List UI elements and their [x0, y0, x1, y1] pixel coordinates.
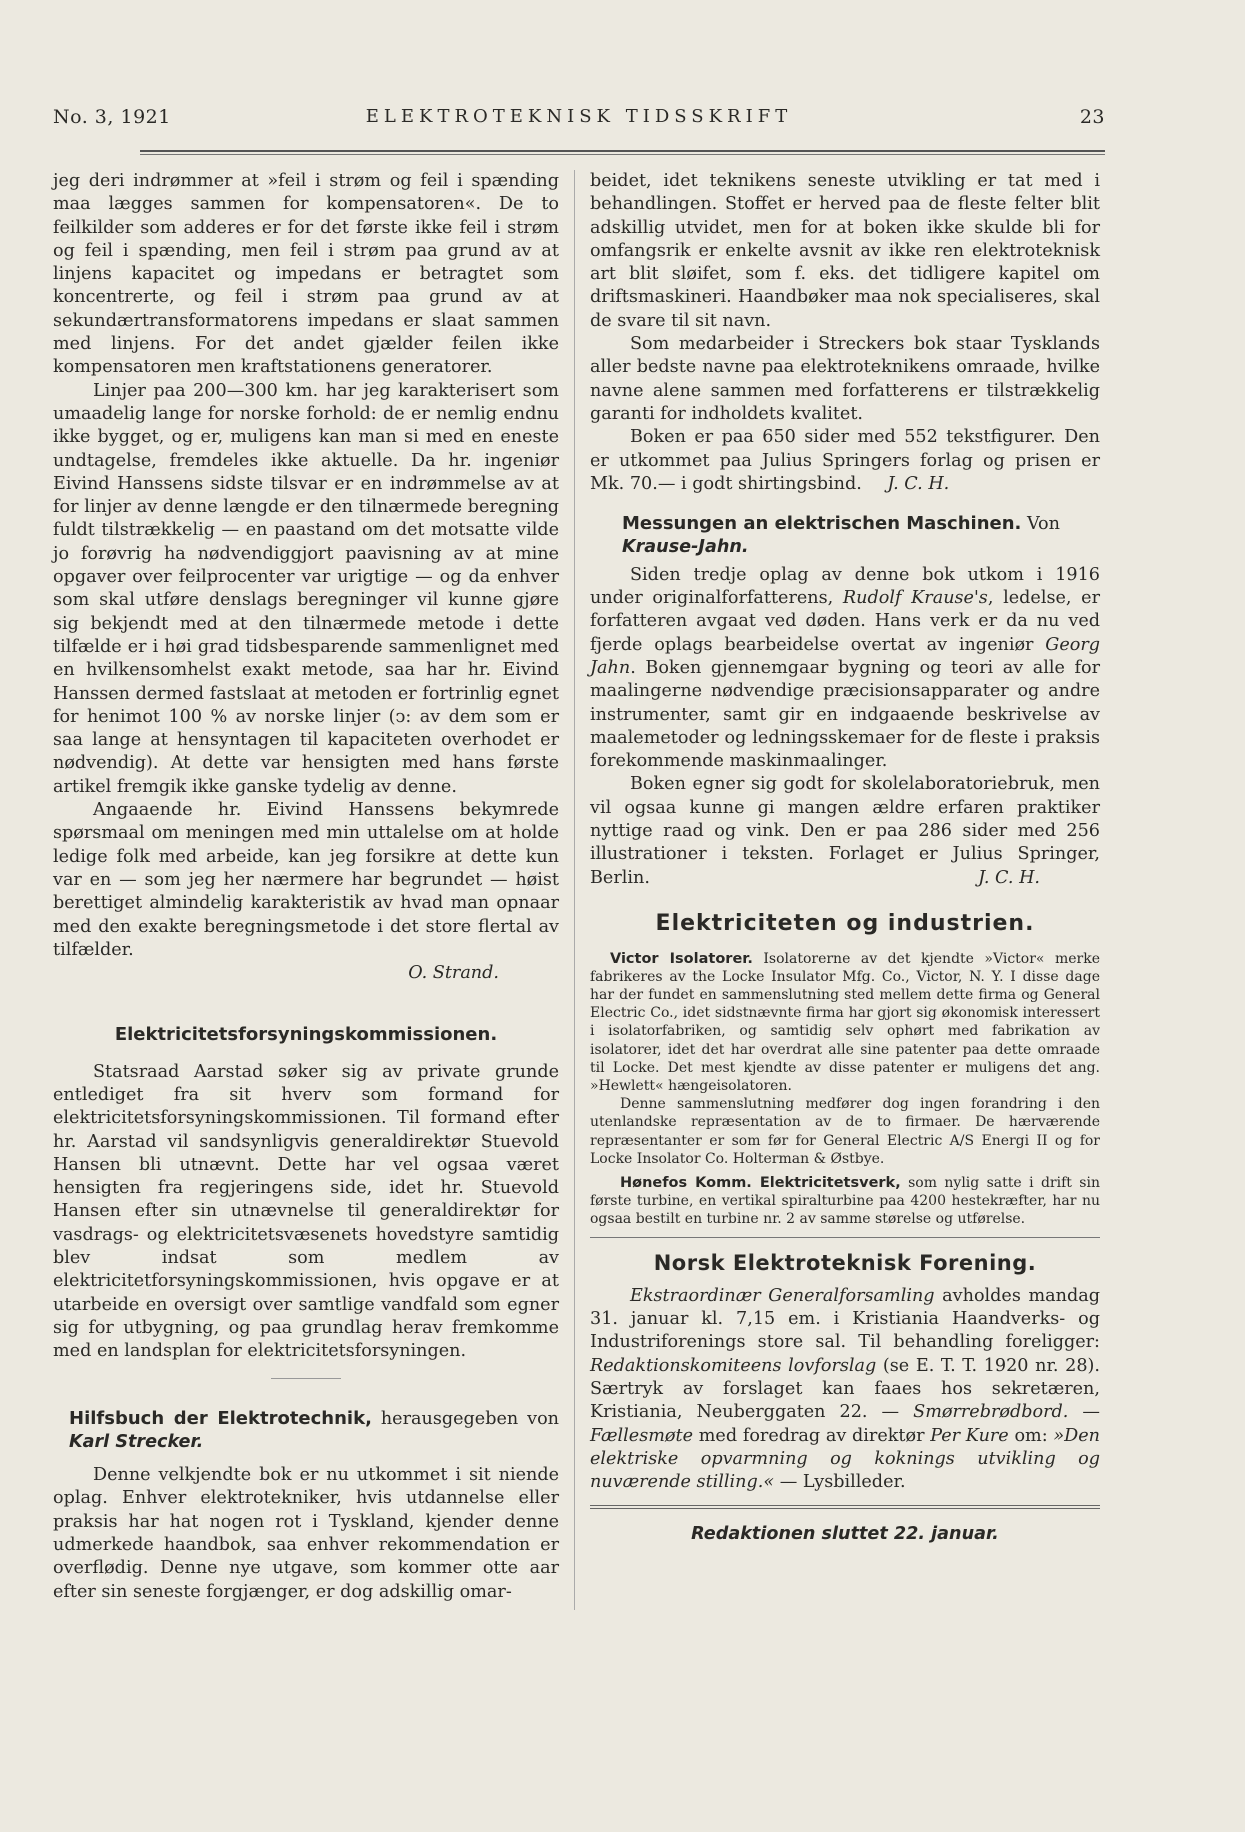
- news-lead: Hønefos Komm. Elektricitetsverk,: [620, 1174, 901, 1191]
- paragraph-text: Siden tredje oplag av denne bok utkom i 1916 under originalforfatterens,: [590, 564, 1100, 609]
- paragraph-text: (se E. T. T. 1920 nr. 28). Særtryk av forslaget kan faaes hos sekretæren, Kristiania, Neuberggaten 22. —: [590, 1355, 1100, 1423]
- paragraph-text: med foredrag av direktør: [693, 1425, 931, 1446]
- paragraph: beidet, idet teknikens seneste utvikling er tat med i behandlingen. Stoffet er herved paa de fleste felter blit adskillig utvidet, men for at boken ikke skulde bli for omfangsrik er enkelte avsnit av ikke ren elektroteknisk art blit sløifet, som f. eks. det tidligere kapitel om driftsmaskineri. Haandbøker maa nok specialiseres, skal de svare til sit navn.: [590, 171, 1100, 331]
- paragraph: Denne velkjendte bok er nu utkommet i sit niende oplag. Enhver elektrotekniker, hvis utdannelse eller praksis har hat nogen rot i Tyskland, kjender denne udmerkede haandbok, saa enhver rekommendation er overflødig. Denne nye utgave, som kommer otte aar efter sin seneste forgjænger, er dog adskillig omar-: [53, 1465, 559, 1602]
- paragraph-text: — Lysbilleder.: [774, 1472, 906, 1493]
- paragraph-text: . Boken gjennemgaar bygning og teori av alle for maalingerne nødvendige præcisionsapparater og andre instrumenter, samt gir en indgaaende beskrivelse av maalemetoder og ledningsskemaer for de fleste i praksis forekommende maskinmaalinger.: [590, 657, 1100, 772]
- section-heading: [53, 1407, 559, 1455]
- column-divider: [574, 170, 575, 1610]
- paragraph: [590, 564, 1100, 774]
- emphasis: Fællesmøte: [590, 1425, 694, 1446]
- issue-number: No. 3, 1921: [53, 106, 171, 128]
- emphasis: Redaktionskomiteens lovforslag: [590, 1355, 877, 1376]
- person-name: Georg Jahn: [590, 634, 1100, 678]
- book-title: Messungen an elektrischen Maschinen.: [622, 513, 1022, 535]
- paragraph-text: avholdes mandag 31. januar kl. 7,15 em. i Kristiania Haandverks- og Industriforenings store sal. Til behandling foreligger:: [590, 1285, 1100, 1353]
- paragraph: Angaaende hr. Eivind Hanssens bekymrede spørsmaal om meningen med min uttalelse om at holde ledige folk med arbeide, kan jeg forsikre at dette kun var en — som jeg her nærmere har begrundet — høist berettiget almindelig karakteristik av hvad man opnaar med den exakte beregningsmetode i det store flertal av tilfælder.: [53, 800, 559, 960]
- paragraph: Som medarbeider i Streckers bok staar Tysklands aller bedste navne paa elektroteknikens omraade, hvilke navne alene sammen med forfatterens er tilstrækkelig garanti for indholdets kvalitet.: [590, 334, 1100, 424]
- header-rule: [140, 150, 1105, 155]
- left-column: [53, 170, 559, 1604]
- paragraph-text: om:: [1008, 1425, 1054, 1446]
- book-author: Karl Strecker.: [69, 1431, 204, 1452]
- book-title: Hilfsbuch der Elektrotechnik,: [69, 1407, 372, 1429]
- section-heading: Elektricitetsforsyningskommissionen.: [114, 1024, 498, 1046]
- news-lead: Victor Isolatorer.: [610, 950, 753, 967]
- news-items: [590, 950, 1100, 1229]
- news-item: [590, 1174, 1100, 1229]
- paragraph: jeg deri indrømmer at »feil i strøm og feil i spænding maa lægges sammen for kompensatoren«. De to feilkilder som adderes er for det første ikke feil i strøm og feil i spænding, men feil i strøm paa grund av at linjens kapacitet og impedans er betragtet som koncentrerte, og feil i strøm paa grund av at sekundærtransformatorens impedans er slaat sammen med linjens. For det andet gjælder feilen ikke kompensatoren men kraftstationens generatorer.: [53, 171, 559, 378]
- emphasis: Ekstraordinær Generalforsamling: [630, 1285, 935, 1306]
- paragraph: [590, 426, 1100, 496]
- news-text: Denne sammenslutning medfører dog ingen forandring i den utenlandske repræsentation av de to firmaer. De hærværende repræsentanter er som før for General Electric A/S Energi II og for Locke Insolator Co. Holterman & Østbye.: [590, 1096, 1100, 1167]
- author-signature: J. C. H.: [887, 473, 950, 494]
- section-heading: Norsk Elektroteknisk Forening.: [653, 1250, 1037, 1275]
- section-heading: Elektriciteten og industrien.: [655, 911, 1035, 937]
- paragraph-text: —: [1068, 1402, 1100, 1423]
- emphasis: »Den elektriske opvarmning og koknings utvikling og nuværende stilling.«: [590, 1425, 1101, 1493]
- paragraph: Linjer paa 200—300 km. har jeg karakterisert som umaadelig lange for norske forhold: de er nemlig endnu ikke bygget, og er, muligens kan man si med en eneste undtagelse, fremdeles ikke aktuelle. Da hr. ingeniør Eivind Hanssens sidste tilsvar er en indrømmelse av at for linjer av denne længde er den tilnærmede beregning fuldt tilstrækkelig — en paastand om det motsatte vilde jo forøvrig ha nødvendiggjort paavisning av at mine opgaver over feilprocenter var urigtige — og da enhver som skal utføre denslags beregninger vil kunne gjøre sig bekjendt med at den tilnærmede metode i dette tilfælde er i høi grad tidsbesparende sammenlignet med en hvilkensomhelst exakt metode, saa har hr. Eivind Hanssen dermed fastslaat at metoden er fortrinlig egnet for henimot 100 % av norske linjer (ↄ: av dem som er saa lange at hensyntagen til kapaciteten overhodet er nødvendig). At dette var hensigten med hans første artikel fremgik ikke ganske tydelig av denne.: [53, 380, 559, 797]
- emphasis: Smørrebrødbord.: [913, 1402, 1069, 1423]
- paragraph: Boken egner sig godt for skolelaboratoriebruk, men vil ogsaa kunne gi mangen ældre erfaren praktiker nyttige raad og vink. Den er paa 286 sider med 256 illustrationer i teksten. Forlaget er Julius Springer, Berlin.: [590, 774, 1100, 888]
- heading-text: herausgegeben von: [371, 1408, 559, 1429]
- paragraph: [590, 1285, 1100, 1495]
- section-heading: [590, 512, 1100, 560]
- person-name: Rudolf Krause's: [842, 588, 988, 609]
- news-text: som nylig satte i drift sin første turbine, en vertikal spiralturbine paa 4200 hestekræfter, har nu ogsaa bestilt en turbine nr. 2 av samme størelse og utførelse.: [590, 1174, 1100, 1228]
- news-text: Isolatorerne av det kjendte »Victor« merke fabrikeres av the Locke Insulator Mfg. Co., Victor, N. Y. I disse dage har der fundet en sammenslutning sted mellem dette firma og General Electric Co., idet sidstnævnte firma har gjort sig økonomisk interessert i isolatorfabriken, og samtidig selv ophørt med fabrikation av isolatorer, idet det har overdrat alle sine patenter paa dette omraade til Locke. Det mest kjendte av disse patenter er muligens det ang. »Hewlett« hængeisolatoren.: [590, 950, 1100, 1094]
- heading-text: Von: [1021, 514, 1060, 535]
- book-author: Krause-Jahn.: [622, 537, 749, 558]
- paragraph-text: , ledelse, er forfatteren avgaat ved døden. Hans verk er da nu ved fjerde oplags bearbeidelse overtat av ingeniør: [590, 588, 1100, 655]
- emphasis: Per Kure: [930, 1425, 1009, 1446]
- paragraph: Statsraad Aarstad søker sig av private grunde entlediget fra sit hverv som formand for elektricitetsforsyningskommissionen. Til formand efter hr. Aarstad vil sandsynligvis generaldirektør Stuevold Hansen bli utnævnt. Dette har vel ogsaa været hensigten fra regjeringens side, idet hr. Stuevold Hansen efter sin utnævnelse til generaldirektør for vasdrags- og elektricitetsvæsenets hovedstyre samtidig blev indsat som medlem av elektricitetforsyningskommissionen, hvis opgave er at utarbeide en oversigt over samtlige vandfald som egner sig for utbygning, og paa grundlag herav fremkomme med en landsplan for elektricitetsforsyningen.: [53, 1061, 559, 1362]
- author-signature: O. Strand.: [408, 963, 499, 984]
- paragraph-text: Boken er paa 650 sider med 552 tekstfigurer. Den er utkommet paa Julius Springers forlag og prisen er Mk. 70.— i godt shirtingsbind.: [590, 427, 1100, 494]
- page-number: 23: [1079, 106, 1105, 128]
- closing-note: Redaktionen sluttet 22. januar.: [691, 1523, 999, 1544]
- author-signature: J. C. H.: [978, 867, 1040, 888]
- news-item: [590, 950, 1100, 1096]
- right-column: [590, 170, 1100, 1546]
- journal-title: ELEKTROTEKNISK TIDSSKRIFT: [365, 106, 793, 127]
